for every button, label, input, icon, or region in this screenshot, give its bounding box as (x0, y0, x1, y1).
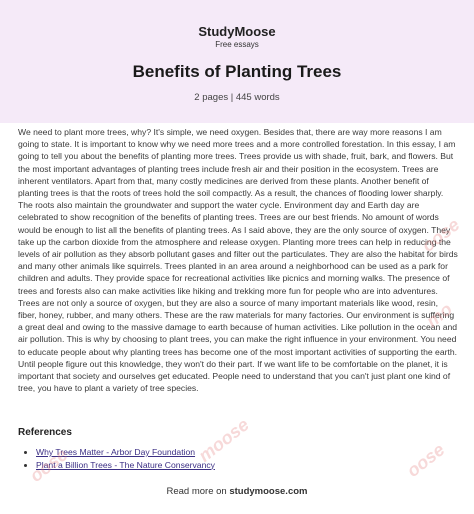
read-more-footer (0, 486, 474, 497)
references-list (26, 446, 215, 471)
brand-tagline: Free essays (215, 40, 259, 49)
brand-name[interactable]: StudyMoose (198, 24, 276, 39)
watermark-stamp: mo (422, 298, 456, 332)
essay-body: We need to plant more trees, why? It's simple, we need oxygen. Besides that, there are way more reasons I am going to state. It is important to know why we need more trees and a more controlled forestation. In this essay, I am going to tell you about the benefits of planting more trees. Trees provide us with shade, fruit, bark, and flowers. But the most important advantages of planting trees include fresh air and their position in the ecosystem. Trees are inherent ventilators. Apart from that, many costly medicines are derived from these plants. Another benefit of planting trees is that the roots of trees hold the soil compactly. As a result, the chances of flooding lower sharply. The roots also maintain the groundwater and support the water cycle. Environment day and Earth day are celebrated to show recognition of the benefits of planting trees. Trees are our best friends. No amount of words would be enough to list all the benefits of planting trees. As I said above, they are the only source of oxygen. They take up the carbon dioxide from the atmosphere and release oxygen. Planting more trees can help in reducing the levels of air pollution as they absorb pollutant gases and filter out the particulates. They are also the habitat for birds and many other animals like squirrels. Trees planted in an area around a neighborhood can be used as a park for children and adults. They provide space for recreational activities like picnics and morning walks. The presence of trees and forests also can make activities like hiking and trekking more fun for people who are into adventures. Trees are not only a source of oxygen, but they are also a source of many important materials like wood, resin, fiber, honey, rubber, and many others. These are the raw materials for many factories. Our environment is suffering a great deal and owing to the massive damage to earth because of human activities. Like pollution in the ocean and air pollution. This is why by choosing to plant trees, you can make the right influence in your environment. You need to educate people about why planting trees has become one of the most important activities of supporting the earth. Until people figure out this knowledge, they won't do their part. If we want life to be comfortable on the planet, it is important that society and ourselves get educated. People need to understand that you can't just plant one kind of tree, you have to plant a variety of tree species. (18, 127, 458, 394)
essay-meta: 2 pages | 445 words (194, 92, 280, 103)
page-header (0, 0, 474, 123)
watermark-stamp: moose (194, 414, 253, 466)
watermark-stamp: oose (417, 214, 464, 256)
footer-site-link[interactable]: studymoose.com (229, 486, 308, 497)
reference-link-arbor-day[interactable]: Why Trees Matter - Arbor Day Foundation (36, 447, 196, 457)
watermark-stamp: oose (25, 444, 72, 486)
reference-item (36, 459, 215, 472)
reference-item (36, 446, 215, 459)
references-heading: References (18, 427, 72, 438)
watermark-stamp: oose (402, 439, 449, 481)
reference-link-nature-conservancy[interactable]: Plant a Billion Trees - The Nature Conservancy (36, 459, 215, 470)
page-title: Benefits of Planting Trees (132, 62, 342, 81)
footer-prefix: Read more on (166, 486, 227, 497)
